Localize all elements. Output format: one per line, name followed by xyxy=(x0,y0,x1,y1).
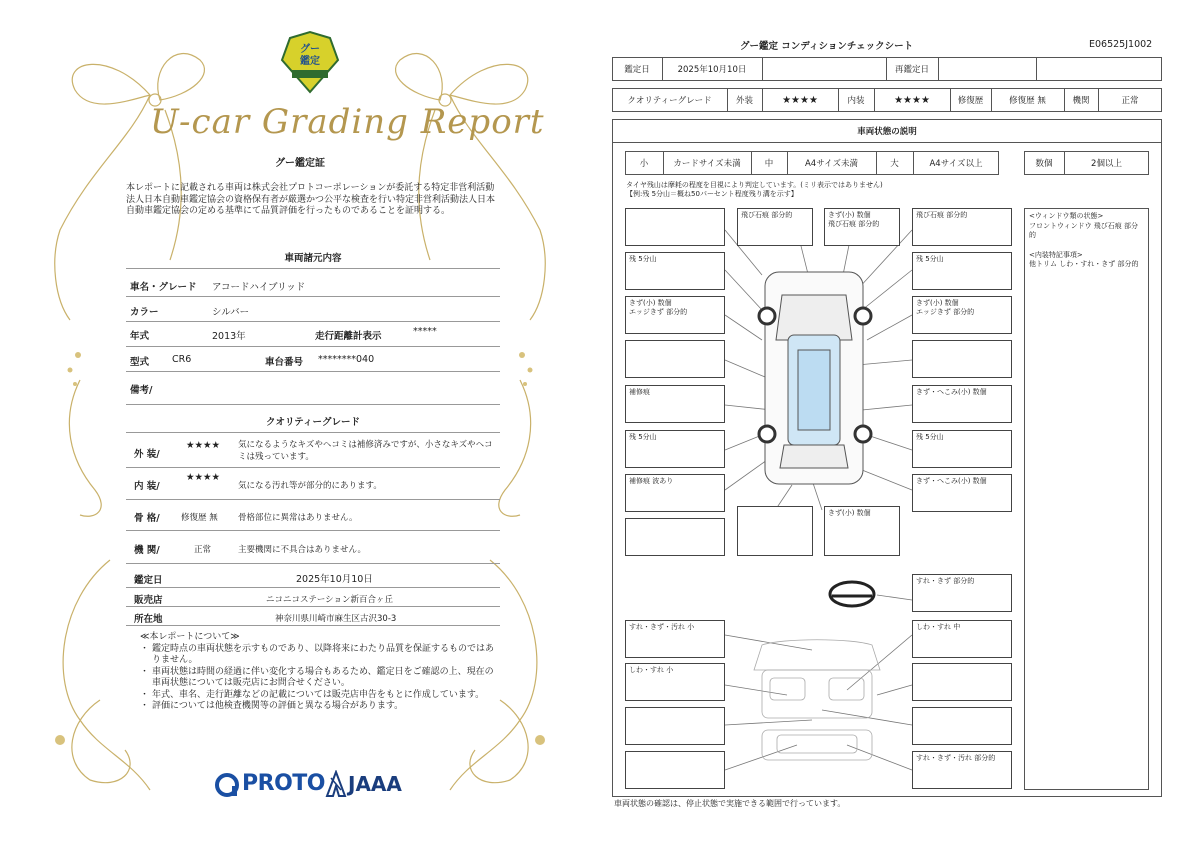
condition-box-top-mid-2: きず(小) 数個 飛び石痕 部分的 xyxy=(824,208,900,246)
count-label: 数個 xyxy=(1035,159,1053,169)
condition-box-tire-front-left: 残 5分山 xyxy=(625,252,725,290)
divider xyxy=(126,606,500,607)
repair-value: 修復歴 無 xyxy=(1009,96,1046,106)
condition-box xyxy=(625,707,725,745)
size-mid: 中 xyxy=(764,159,774,169)
divider xyxy=(126,321,500,322)
certificate-title: グー鑑定証 xyxy=(275,158,325,169)
sheet-code: E06525J1002 xyxy=(1089,39,1153,50)
condition-box-bottom-mid: きず(小) 数個 xyxy=(824,506,900,556)
divider xyxy=(126,587,500,588)
date-value: 2025年10月10日 xyxy=(296,574,373,585)
size-large: 大 xyxy=(890,159,899,169)
shop-label: 販売店 xyxy=(134,595,163,606)
condition-box-left-side-front: きず(小) 数個 エッジきず 部分的 xyxy=(625,296,725,334)
size-small: 小 xyxy=(639,159,649,169)
condition-box xyxy=(912,707,1012,745)
condition-box xyxy=(625,208,725,246)
report-notes xyxy=(140,632,495,713)
mileage-label: 走行距離計表示 xyxy=(315,331,382,342)
address-label: 所在地 xyxy=(134,614,163,625)
divider xyxy=(126,268,500,269)
remarks-label: 備考/ xyxy=(130,385,153,396)
divider xyxy=(126,432,500,433)
spec-heading: 車両諸元内容 xyxy=(284,253,342,264)
exterior-stars: ★★★★ xyxy=(782,94,818,106)
address-value: 神奈川県川崎市麻生区古沢30-3 xyxy=(275,614,397,624)
exterior-label: 外 装/ xyxy=(134,449,160,460)
year-label: 年式 xyxy=(130,331,150,342)
shop-value: ニコニコステーション新百合ヶ丘 xyxy=(266,595,393,605)
date-value: 2025年10月10日 xyxy=(677,65,747,75)
size-small-desc: カードサイズ未満 xyxy=(673,159,741,169)
interior-stars: ★★★★ xyxy=(894,94,930,106)
condition-box-interior-left-2: しわ・すれ 小 xyxy=(625,663,725,701)
condition-box xyxy=(737,506,813,556)
condition-box xyxy=(625,751,725,789)
jaaa-logo: JAAA xyxy=(348,772,402,796)
tire-note-2: 【例:残 5分山＝概ね50パーセント程度残り溝を示す】 xyxy=(626,190,798,198)
badge-text: グー鑑定 xyxy=(300,44,320,67)
special-notes-panel xyxy=(1024,208,1149,790)
divider xyxy=(126,530,500,531)
repair-label: 修復歴 xyxy=(957,96,984,106)
chassis-label: 車台番号 xyxy=(265,357,304,368)
condition-box xyxy=(912,340,1012,378)
frame-text: 骨格部位に異常はありません。 xyxy=(238,513,358,523)
notes-title: ≪本レポートについて≫ xyxy=(140,632,240,642)
jaaa-logo-icon xyxy=(325,770,347,798)
condition-box-top-mid-1: 飛び石痕 部分的 xyxy=(737,208,813,246)
engine-value: 正常 xyxy=(1121,96,1139,106)
frame-value: 修復歴 無 xyxy=(181,513,218,523)
engine-label: 機 関/ xyxy=(134,545,160,556)
window-heading: <ウィンドウ類の状態> xyxy=(1029,212,1104,220)
condition-box-tire-front-right: 残 5分山 xyxy=(912,252,1012,290)
date-label: 鑑定日 xyxy=(624,65,650,75)
divider xyxy=(126,371,500,372)
interior-text: 気になる汚れ等が部分的にあります。 xyxy=(238,481,382,491)
condition-box-left-rear: 補修痕 波あり xyxy=(625,474,725,512)
condition-box-interior-left-1: すれ・きず・汚れ 小 xyxy=(625,620,725,658)
size-large-desc: A4サイズ以上 xyxy=(929,159,983,169)
redate-label: 再鑑定日 xyxy=(894,65,929,75)
window-text: フロントウィンドウ 飛び石痕 部分的 xyxy=(1029,221,1139,239)
note-item: ・ 評価については他検査機関等の評価と異なる場合があります。 xyxy=(140,701,404,711)
condition-box-right-rear: きず・へこみ(小) 数個 xyxy=(912,474,1012,512)
note-item: ・ 年式、車名、走行距離などの記載については販売店申告をもとに作成しています。 xyxy=(140,689,485,700)
condition-box-top-right: 飛び石痕 部分的 xyxy=(912,208,1012,246)
condition-box xyxy=(912,663,1012,701)
chassis-value: ********040 xyxy=(318,354,375,365)
color-label: カラー xyxy=(130,307,159,318)
condition-box-right-mid: きず・へこみ(小) 数個 xyxy=(912,385,1012,423)
engine-text: 主要機関に不具合はありません。 xyxy=(238,545,367,555)
divider xyxy=(126,467,500,468)
note-item: ・ 車両状態は時間の経過に伴い変化する場合もあるため、鑑定日をご確認の上、現在の車両状態については販売店にお問合せください。 xyxy=(140,666,494,688)
condition-box-tire-rear-right: 残 5分山 xyxy=(912,430,1012,468)
exterior-label: 外装 xyxy=(735,96,753,106)
report-title: U-car Grading Report xyxy=(150,102,545,142)
quality-grade-label: クオリティーグレード xyxy=(627,96,712,106)
date-label: 鑑定日 xyxy=(134,575,163,586)
sheet-title: グー鑑定 コンディションチェックシート xyxy=(740,41,914,52)
condition-box-steering: すれ・きず 部分的 xyxy=(912,574,1012,612)
year-value: 2013年 xyxy=(212,331,246,342)
car-name-value: アコードハイブリッド xyxy=(212,282,306,293)
condition-box-tire-rear-left: 残 5分山 xyxy=(625,430,725,468)
interior-text: 他トリム しわ・すれ・きず 部分的 xyxy=(1029,260,1139,268)
engine-label: 機関 xyxy=(1072,96,1090,106)
mileage-value: ***** xyxy=(413,326,437,337)
divider xyxy=(126,346,500,347)
exterior-stars: ★★★★ xyxy=(186,440,221,451)
condition-box-interior-right-1: しわ・すれ 中 xyxy=(912,620,1012,658)
tire-note-1: タイヤ残山は摩耗の程度を目視により判定しています。(ミリ表示ではありません) xyxy=(626,181,883,189)
interior-label: 内 装/ xyxy=(134,481,160,492)
divider xyxy=(126,499,500,500)
car-name-label: 車名・グレード xyxy=(130,282,197,293)
grade-heading: クオリティーグレード xyxy=(265,417,361,428)
proto-logo: PROTO xyxy=(242,771,325,796)
interior-stars: ★★★★ xyxy=(186,472,221,483)
certificate-text: 本レポートに記載される車両は株式会社プロトコーポレーションが委託する特定非営利活動法人日本自動車鑑定協会の資格保有者が厳選かつ公平な検査を行い特定非営利活動法人日本自動車鑑定協会の定める基準にて品質評価を行ったものであることを証明する。 xyxy=(126,183,496,216)
interior-label: 内装 xyxy=(847,96,865,106)
condition-box xyxy=(625,518,725,556)
divider xyxy=(126,563,500,564)
divider xyxy=(126,296,500,297)
count-desc: 2個以上 xyxy=(1091,159,1122,169)
footer-note: 車両状態の確認は、停止状態で実施できる範囲で行っています。 xyxy=(614,799,846,808)
description-heading: 車両状態の説明 xyxy=(612,119,1162,143)
condition-box-left-mid: 補修痕 xyxy=(625,385,725,423)
interior-heading: <内装特記事項> xyxy=(1029,250,1083,259)
divider xyxy=(126,625,500,626)
exterior-text: 気になるようなキズやヘコミは補修済みですが、小さなキズやヘコミは残っています。 xyxy=(238,440,493,462)
proto-logo-icon xyxy=(214,772,240,798)
divider xyxy=(126,404,500,405)
color-value: シルバー xyxy=(212,307,250,318)
model-label: 型式 xyxy=(130,357,150,368)
model-value: CR6 xyxy=(172,354,192,365)
condition-box xyxy=(625,340,725,378)
size-mid-desc: A4サイズ未満 xyxy=(804,159,859,169)
note-item: ・ 鑑定時点の車両状態を示すものであり、以降将来にわたり品質を保証するものではありません。 xyxy=(140,643,495,665)
frame-label: 骨 格/ xyxy=(134,513,160,524)
engine-value: 正常 xyxy=(194,545,212,555)
condition-box-right-side-front: きず(小) 数個 エッジきず 部分的 xyxy=(912,296,1012,334)
condition-box-interior-right-last: すれ・きず・汚れ 部分的 xyxy=(912,751,1012,789)
